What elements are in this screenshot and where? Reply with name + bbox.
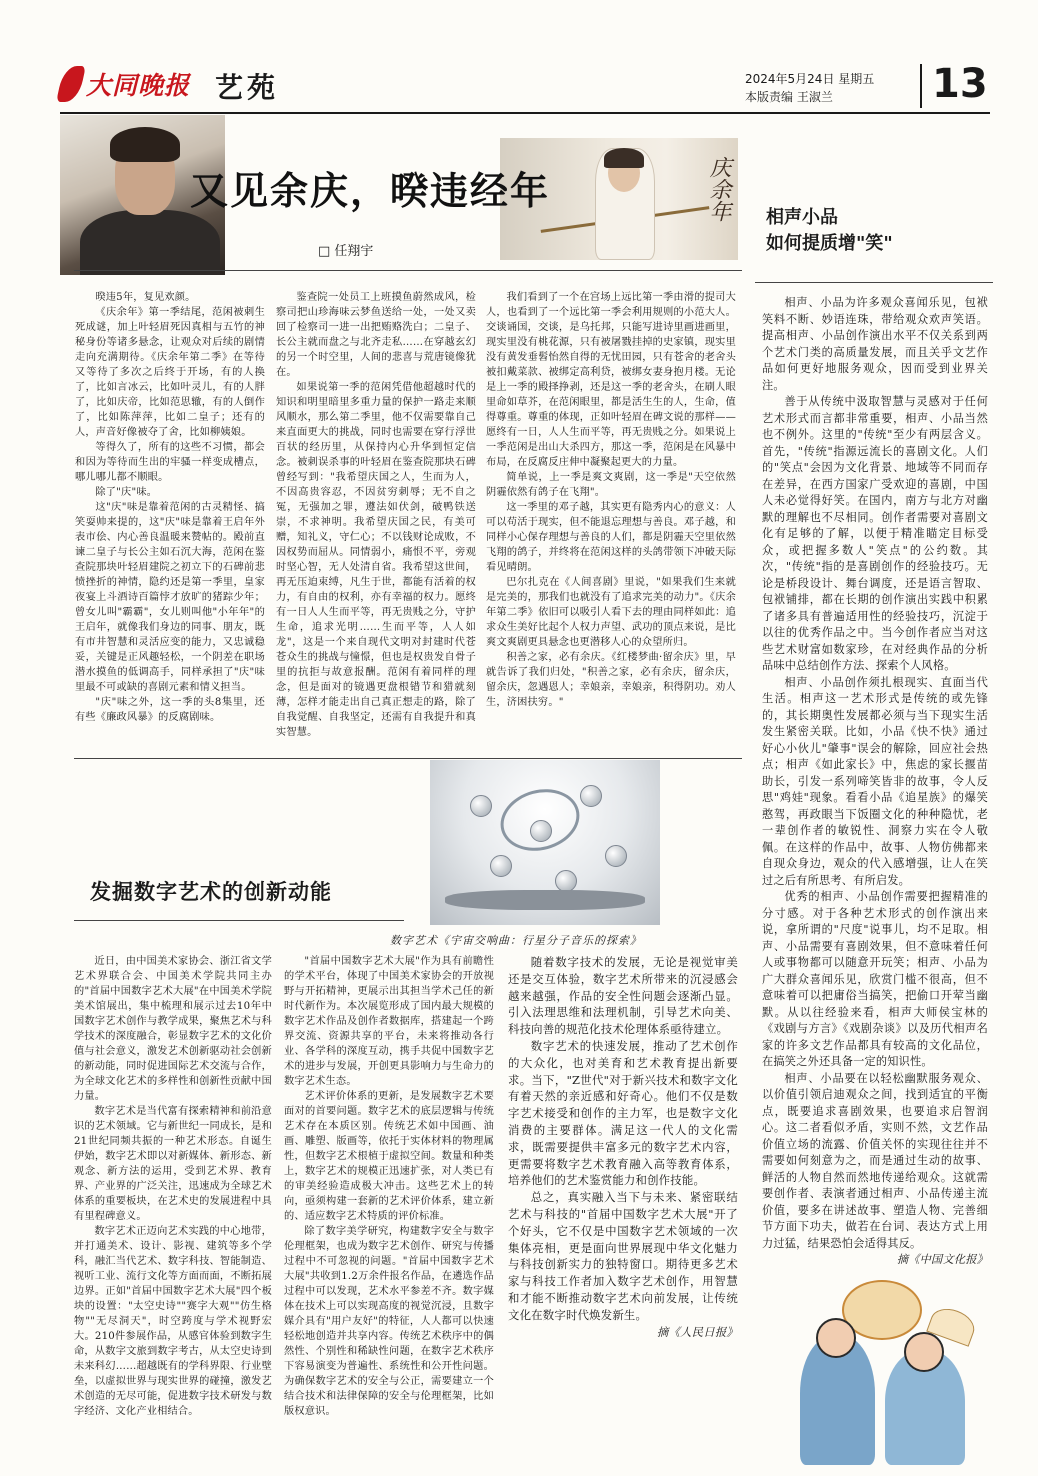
- sidebar-rule: [755, 282, 993, 283]
- paragraph: 除了数字美学研究，构建数字安全与数字伦理框架，也成为数字艺术创作、研究与传播过程中不可忽视的问题。"首届中国数字艺术大展"共收到1.2万余件报名作品，在遴选作品过程中可以发现，艺术水平参差不齐。数字媒体在技术上可以实现高度的视觉沉浸，且数字媒介具有"用户友好"的特征，人人都可以快速轻松地创造并共享内容。传统艺术秩序中的偶然性、个别性和稀缺性问题，在数字艺术秩序下容易演变为普遍性、系统性和公开性问题。为确保数字艺术的安全与公正，需要建立一个结合技术和法律保障的安全与伦理框架，比如版权意识。: [284, 1226, 494, 1417]
- logo-text: 大同晚报: [86, 71, 191, 100]
- page-divider: [920, 64, 922, 108]
- sidebar-title-line: 如何提质增"笑": [766, 233, 893, 254]
- section-name: 艺苑: [215, 71, 280, 104]
- paragraph: 我们看到了一个在宫场上远比第一季由滑的提司大人，也看到了一个远比第一季会利用规则的小范大人。交谈诵国，交谈，是乌托邦，只能写进诗里画进画里，现实里没有桃花源，只有被屠戮挂掉的史家镇，现实里没有黄发垂髫怡然自得的无忧田园，只有苍舍的老舍头被扣戴菜款、被绑定高利贷，被绑女妻身抱月楼。无论是上一季的殿择挣剥，还是这一季的老舍头，在刷人眼里命如草芥，在范闲眼里，都是活生生的人，生命，值得尊重。尊重的体现，正如叶轻眉在碑文说的那样——愿终有一日，人人生而平等，再无贵贱之分。如果说上一季范闲是出山大杀四方，那这一季，范闲是在风暴中布局，在反腐反庄伸中凝聚起更大的力量。: [486, 292, 736, 468]
- paragraph: 等得久了，所有的这些不习惯，都会和因为等待而生出的牢骚一样变成槽点，哪儿哪儿都不顺眼。: [75, 442, 265, 483]
- paragraph: 简单说，上一季是爽文爽剧，这一季是"天空依然阴霾依然有鸽子在飞翔"。: [486, 472, 736, 498]
- page-number: 13: [932, 61, 988, 107]
- paragraph: 积善之家，必有余庆。《红楼梦曲·留余庆》里，早就告诉了我们归处，"积善之家，必有余庆，留余庆，留余庆，忽遇恩人；幸娘亲，幸娘亲，积得阴功。劝人生，济困扶穷。": [486, 652, 736, 708]
- title-rule: [74, 270, 742, 271]
- paragraph: 近日，由中国美术家协会、浙江省文学艺术界联合会、中国美术学院共同主办的"首届中国数字艺术大展"在中国美术学院美术馆展出，集中梳理和展示过去10年中国数字艺术创作与教学成果，聚焦艺术与科学技术的深度融合，彰显数字艺术的文化价值与社会意义，激发艺术创新驱动社会创新的新动能，同时促进国际艺术交流与合作，为全球文化艺术的多样性和创新性贡献中国力量。: [74, 956, 272, 1102]
- paragraph: 随着数字技术的发展，无论是视觉审美还是交互体验，数字艺术所带来的沉浸感会越来越强，作品的安全性问题会逐渐凸显。引入法理思维和法理机制，引导艺术向美、科技向善的规范化技术伦理体系亟待建立。: [508, 955, 738, 1037]
- paragraph: 这"庆"味是靠着范闲的古灵精怪、搞笑耍帅来提的，这"庆"味是靠着王启年外表市侩、内心善良温暖来赞帖的。殿前直谏二皇子与长公主如石沉大海，范闲在鉴查院那块叶轻眉建院之初立下的石碑前悲愤挫折的神情，隐约还是第一季里，皇家夜宴上斗酒诗百篇悖才放旷的猪踪少年；曾女儿叫"霸霸"，女儿则叫他"小年年"的王启年，就像我们身边的同事、朋友，既有市井智慧和灵活应变的能力，又忠诚稳妥，关键是正风趣轻松，一个阴差在职场潜水摸鱼的低调高手，同样承担了"庆"味里最不可或缺的喜剧元素和情义担当。: [75, 502, 265, 693]
- issue-info: [745, 70, 874, 106]
- digital-art-photo: [430, 760, 660, 925]
- digital-art-column-2: [284, 954, 494, 1419]
- sidebar-column: [762, 295, 988, 1269]
- digital-art-title: 发掘数字艺术的创新动能: [90, 879, 332, 904]
- paragraph: "首届中国数字艺术大展"作为具有前瞻性的学术平台，体现了中国美术家协会的开放视野与开拓精神，更展示出其担当学术己任的新时代新作为。本次展览形成了国内最大规模的数字艺术作品及创作者数据库，搭建起一个跨界交流、资源共享的平台，未来将推动各行业、各学科的深度互动，携手共促中国数字艺术的进步与发展，开创更具影响力与生命力的数字艺术生态。: [284, 956, 494, 1087]
- drama-calligraphy: 庆余年: [706, 156, 731, 222]
- sidebar-title-line: 相声小品: [766, 207, 838, 228]
- feature-byline: □ 任翔宇: [318, 244, 374, 259]
- paragraph: 优秀的相声、小品创作需要把握精准的分寸感。对于各种艺术形式的创作演出来说，拿所谓的"尺度"说事儿，均不足取。相声、小品需要有喜剧效果，但不意味着任何人或事物都可以随意开玩笑；相声、小品为广大群众喜闻乐见，欣赏门槛不很高，但不意味着可以把庸俗当搞笑，把偷口开荤当幽默。从以往经验来看，相声大师侯宝林的《戏剧与方言》《戏剧杂谈》以及历代相声名家的许多文艺作品都具有较高的文化品位，在搞笑之外还具备一定的知识性。: [762, 890, 988, 1068]
- newspaper-logo: [60, 62, 200, 106]
- paragraph: 相声、小品为许多观众喜闻乐见，包袱笑料不断、妙语连珠，带给观众欢声笑语。提高相声、小品创作演出水平不仅关系到两个艺术门类的高质量发展，而且关乎文艺作品如何更好地服务观众，因而受到业界关注。: [762, 296, 988, 392]
- article-rule: [74, 920, 404, 921]
- feature-column-3: [486, 290, 736, 710]
- paragraph: 相声、小品要在以轻松幽默服务观众、以价值引领启迪观众之间，找到适宜的平衡点，既要追求喜剧效果，也要追求启智润心。这二者看似矛盾，实则不然，文艺作品价值立场的流露、价值关怀的实现往往并不需要如何刻意为之，而是通过生动的故事、鲜活的人物自然而然地传递给观众。这就需要创作者、表演者通过相声、小品传递主流价值，要多在讲述故事、塑造人物、完善细节方面下功夫，做若在台词、表达方式上用力过猛，结果恐怕会适得其反。: [762, 1071, 988, 1250]
- paragraph: 《庆余年》第一季结尾，范闲被刺生死成谜，加上叶轻眉死因真相与五竹的神秘身份等诸多悬念，让观众对后续的剧情走向充满期待。《庆余年第二季》在等待又等待了多次之后终于开场，有的人换了，比如言冰云，比如叶灵儿，有的人胖了，比如庆帝，比如范思辙，有的人倒作了，比如陈萍萍，比如二皇子；还有的人，声音好像被夺了舍，比如柳姨娘。: [75, 307, 265, 438]
- masthead: [60, 60, 990, 112]
- paragraph: 暌违5年，复见欢颜。: [95, 292, 196, 303]
- paragraph: 善于从传统中汲取智慧与灵感对于任何艺术形式而言都非常重要，相声、小品当然也不例外。这里的"传统"至少有两层含义。首先，"传统"指源远流长的喜剧文化。人们的"笑点"会因为文化背景、地域等不同而存在差异，在西方国家广受欢迎的喜剧，中国人未必觉得好笑。在国内，南方与北方对幽默的理解也不尽相同。创作者需要对喜剧文化有足够的了解，以便于精准瞄定目标受众，或把握多数人"笑点"的公约数。其次，"传统"指的是喜剧创作的经验技巧。无论是桥段设计、舞台调度，还是语言智取、包袱铺排，都在长期的创作演出实践中积累了诸多具有普遍适用性的经验技巧，沉淀于以往的优秀作品之中。当今创作者应当对这些艺术财富如数家珍，在对经典作品的分析品味中总结创作方法、探索个人风格。: [762, 395, 988, 672]
- paragraph: 巴尔扎克在《人间喜剧》里说，"如果我们生来就是完美的，那我们也就没有了追求完美的动力"。《庆余年第二季》依旧可以吸引人看下去的理由同样如此：追求众生美好比起个人权力声望、武功的顶点来说，是比爽文爽剧更具悬念也更潜移人心的众望所归。: [486, 577, 736, 648]
- issue-date: 2024年5月24日 星期五: [745, 72, 875, 86]
- paragraph: 除了"庆"味。: [95, 487, 158, 498]
- paragraph: 总之，真实融入当下与未来、紧密联结艺术与科技的"首届中国数字艺术大展"开了个好头，它不仅是中国数字艺术领域的一次集体亮相，更是面向世界展现中华文化魅力与科技创新实力的独特窗口。期待更多艺术家与科技工作者加入数字艺术创作，用智慧和才能不断推动数字艺术向前发展，让传统文化在数字时代焕发新生。: [508, 1190, 738, 1322]
- paragraph: 艺术评价体系的更新，是发展数字艺术要面对的首要问题。数字艺术的底层逻辑与传统艺术存在本质区别。传统艺术如中国画、油画、雕塑、版画等，依托于实体材料的物理属性，但数字艺术根植于虚拟空间。数量和种类上，数字艺术的规模正迅速扩张，对人类已有的审美经验造成极大冲击。这些艺术上的转向，亟须构建一套新的艺术评价体系，建立新的、适应数字艺术特质的评价标准。: [284, 1091, 494, 1222]
- section-rule: [74, 758, 742, 759]
- paragraph: 数字艺术是当代富有探索精神和前沿意识的艺术领域。它与新世纪一同成长，是和21世纪同频共振的一种艺术形态。自诞生伊始，数字艺术即以对新媒体、新形态、新观念、新方法的运用，受到艺术界、教育界、产业界的广泛关注，迅速成为全球艺术体系的重要板块，在艺术史的发展进程中具有里程碑意义。: [74, 1106, 272, 1222]
- paragraph: 鉴查院一处员工上班摸鱼蔚然成风，检察司把山珍海味云梦鱼送给一处，一处又卖回了检察司一进一出把贿赂洗白；二皇子、长公主就而盘之与北齐走私……在穿越玄幻的另一个时空里，人间的悲喜与荒唐镜像犹在。: [276, 292, 476, 378]
- photo-caption: 数字艺术《宇宙交响曲：行星分子音乐的探索》: [390, 934, 642, 947]
- paragraph: 相声、小品创作须扎根现实、直面当代生活。相声这一艺术形式是传统的或先锋的，其长期奥性发展都必须与当下现实生活发生紧密关联。比如，小品《快不快》通过好心小伙儿"肇事"误会的解除，回应社会热点；相声《如此家长》中，焦虑的家长揠苗助长，引发一系列啼笑皆非的故事，令人反思"鸡娃"现象。看看小品《追星族》的爆笑憨驾，再政眼当下饭圈文化的种种隐忧，老一辈创作者的敏锐性、洞察力实在令人敬佩。在这样的作品中，故事、人物仿佛都来自现众身边，观众的代入感增强，让人在笑过之后有所思考、有所启发。: [762, 675, 988, 887]
- paragraph: 如果说第一季的范闲凭借他超越时代的知识和明里暗里多重力量的保护一路走来顺风顺水，那么第二季里，他不仅需要靠自己来直面更大的挑战，同时也需要在穿行浮世百状的经历里，从保持内心升华到恒定信念。被刺误杀事的叶轻眉在鉴查院那块石碑曾经写到："我希望庆国之人，生而为人，不因高贵容忍，不因贫穷刺辱；无不自之冤，无强加之罪，遵法如伏剑，破鸭铁送崇，不求神明。我希望庆国之民，有美可赠，知礼义，守仁心；不以钱财论成败，不因权势而屈从。同情弱小，痛恨不平，旁观时坚心智，无人处清自省。我希望这世间，再无压迫束缚，凡生于世，都能有活着的权力，有自由的权利，亦有幸福的权力。愿终有一日人人生而平等，再无贵贱之分，守护生命，追求光明……生而平等，人人如龙"，这是一个来自现代文明对封建时代苍苍众生的挑战与憧憬，但也是权贵发自骨子里的抗拒与故意报酬。范闲有着同样的理念，但是面对的镜遇更盘根错节和猎就刻薄，怎样才能走出自己真正想走的路，除了自我觉醒、自我坚定，还需有自我提升和真实智慧。: [276, 382, 476, 738]
- digital-art-column-1: [74, 954, 272, 1419]
- feature-column-2: [276, 290, 476, 740]
- masthead-rule: [60, 112, 990, 114]
- page-editor: 本版责编 王淑兰: [745, 90, 833, 104]
- sidebar-source: 摘《中国文化报》: [896, 1253, 988, 1266]
- logo-flame-icon: [56, 66, 86, 102]
- digital-art-column-3: [508, 954, 738, 1340]
- paragraph: 数字艺术正迈向艺术实践的中心地带，并打通美术、设计、影视、建筑等多个学科，融汇当代艺术、数字科技、智能制造、视听工业、流行文化等方面而面，不断拓展边界。正如"首届中国数字艺术大展"四个板块的设置："太空史诗""赛字大观""仿生格物""无尽洞天"，时空跨度与学术视野宏大。210件参展作品，从感官体验到数字生命，从数字文旅到数字考古，从太空史诗到未来科幻……超越既有的学科界限、行业壁垒，以虚拟世界与现实世界的碰撞，激发艺术创造的无尽可能，促进数字技术研发与数字经济、文化产业相结合。: [74, 1226, 272, 1417]
- feature-title: 又见余庆，暌违经年: [190, 168, 551, 213]
- crosstalk-illustration: [780, 1280, 990, 1470]
- sidebar-title: [766, 205, 893, 257]
- paragraph: "庆"味之外，这一季的头8集里，还有些《廉政风暴》的反腐剧味。: [75, 697, 265, 723]
- feature-column-1: [75, 290, 265, 725]
- paragraph: 数字艺术的快速发展，推动了艺术创作的大众化，也对美育和艺术教育提出新要求。当下，"Z世代"对于新兴技术和数字文化有着天然的亲近感和好奇心。他们不仅是数字艺术接受和创作的主力军，也是数字文化消费的主要群体。满足这一代人的文化需求，既需要提供丰富多元的数字艺术内容，更需要将数字艺术教育融入高等教育体系，培养他们的艺术鉴赏能力和创作技能。: [508, 1038, 738, 1188]
- digital-art-source: 摘《人民日报》: [656, 1324, 738, 1339]
- paragraph: 这一季里的邓子越，其实更有隐秀内心的意义：人可以苟活于现实，但不能退忘理想与善良。邓子越，和同样小心保存理想与善良的人们，都是阴霾天空里依然飞翔的鸽子，并终将在范闲这样的头鸽带领下冲破天际看见晴朗。: [486, 502, 736, 573]
